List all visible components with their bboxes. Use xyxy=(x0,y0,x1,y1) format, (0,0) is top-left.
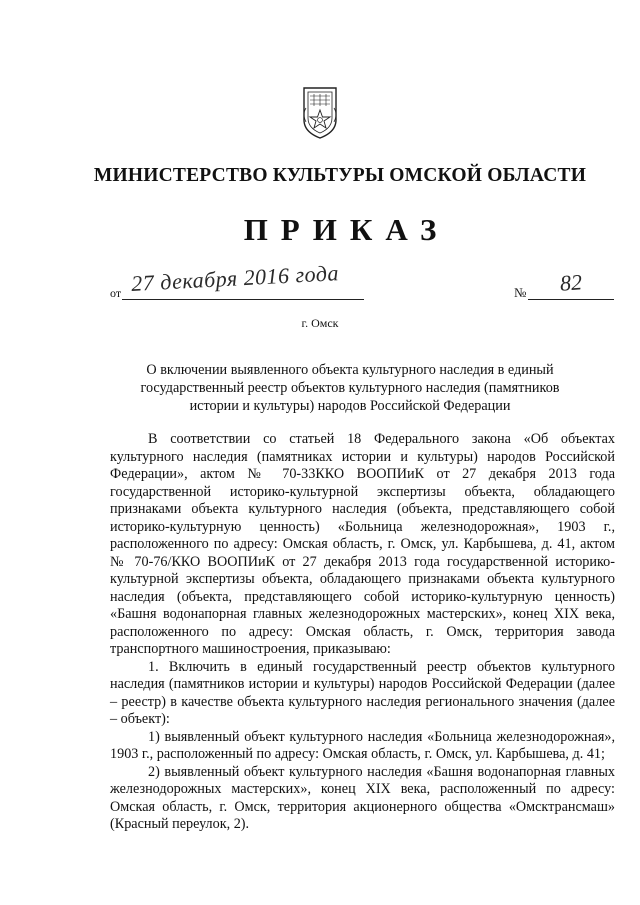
number-prefix: № xyxy=(514,285,527,300)
handwritten-date: 27 декабря 2016 года xyxy=(130,260,340,297)
coat-of-arms-icon xyxy=(300,84,340,140)
preamble-paragraph: В соответствии со статьей 18 Федерального закона «Об объектах культурного наследия (памятниках истории и культуры) народов Российской Федерации», актом № 70-33ККО ВООПИиК от 27 декабря 2013 года государственной историко-культурной экспертизы объекта, обладающего признаками объекта культурного наследия (объекта, представляющего собой историко-культурную ценность) «Больница железнодорожная», 1903 г., расположенного по адресу: Омская область, г. Омск, ул. Карбышева, д. 41, актом № 70-76/ККО ВООПИиК от 27 декабря 2013 года государственной историко-культурной экспертизы объекта, обладающего признаками объекта культурного наследия (объекта, представляющего собой историко-культурную ценность) «Башня водонапорная главных железнодорожных мастерских», конец XIX века, расположенного по адресу: Омская область, г. Омск, территория завода транспортного машиностроения, приказываю: xyxy=(110,431,615,657)
city-label: г. Омск xyxy=(301,316,339,330)
handwritten-number: 82 xyxy=(559,269,583,296)
order-subject: О включении выявленного объекта культурного наследия в единый государственный реестр объектов культурного наследия (памятников истории и культуры) народов Российской Федерации xyxy=(140,362,560,414)
item-1-1-paragraph: 1) выявленный объект культурного наследия «Больница железнодорожная», 1903 г., расположенный по адресу: Омская область, г. Омск, ул. Карбышева, д. 41; xyxy=(110,728,615,762)
item-1-2-paragraph: 2) выявленный объект культурного наследия «Башня водонапорная главных железнодорожных мастерских», конец XIX века, расположенный по адресу: Омская область, г. Омск, территория акционерного общества «Омсктрансмаш» (Красный переулок, 2). xyxy=(110,763,615,832)
date-underline xyxy=(122,299,364,300)
ministry-title: МИНИСТЕРСТВО КУЛЬТУРЫ ОМСКОЙ ОБЛАСТИ xyxy=(93,165,587,186)
document-type-title: ПРИКАЗ xyxy=(243,212,450,247)
item-1-paragraph: 1. Включить в единый государственный реестр объектов культурного наследия (памятников истории и культуры) народов Российской Федерации (далее – реестр) в качестве объекта культурного наследия регионального значения (далее – объект): xyxy=(110,658,615,727)
number-underline xyxy=(528,299,614,300)
order-body xyxy=(110,431,615,834)
date-prefix: от xyxy=(110,286,122,300)
